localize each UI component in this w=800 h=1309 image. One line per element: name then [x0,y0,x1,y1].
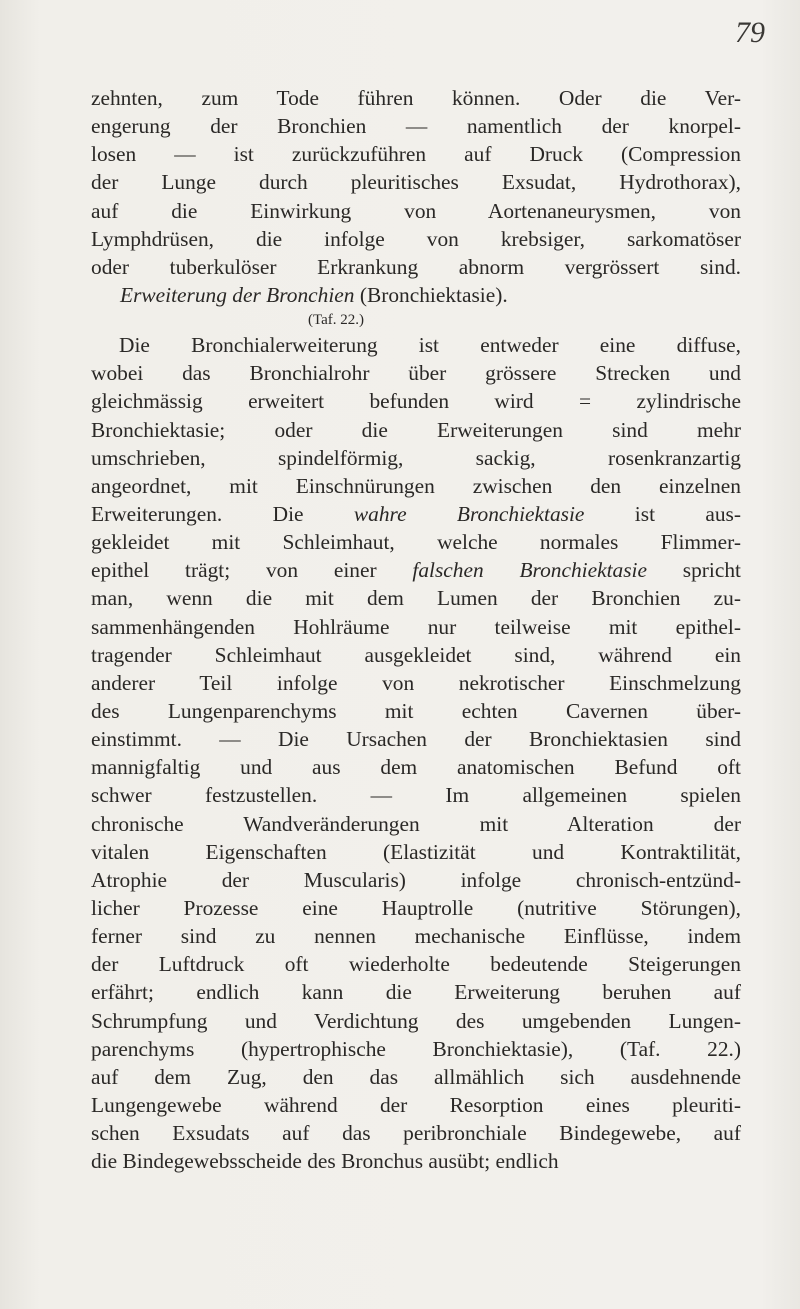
text-line: auf dem Zug, den das allmählich sich ausdehnende [91,1064,741,1089]
text-line: der Luftdruck oft wiederholte bedeutende Steigerungen [91,952,741,977]
italic-term: wahre Bronchiektasie [353,501,585,526]
text-line: mannigfaltig und aus dem anatomischen Befund oft [91,755,741,780]
text-line: ferner sind zu nennen mechanische Einflüsse, indem [91,924,741,949]
text-line: angeordnet, mit Einschnürungen zwischen den einzelnen [91,473,741,498]
text-run: spricht [646,558,742,583]
text-line: sammenhängenden Hohlräume nur teilweise mit epithel- [91,614,741,639]
text-line: Lymphdrüsen, die infolge von krebsiger, sarkomatöser [91,226,741,251]
plate-reference: (Taf. 22.) [308,312,365,329]
page-number: 79 [735,16,765,49]
text-line: schwer festzustellen. — Im allgemeinen spielen [91,783,741,808]
text-line: einstimmt. — Die Ursachen der Bronchiektasien sind [91,727,741,752]
text-line: chronische Wandveränderungen mit Alteration der [91,811,741,836]
text-line: anderer Teil infolge von nekrotischer Einschmelzung [91,670,741,695]
text-line: des Lungenparenchyms mit echten Cavernen über- [91,698,741,723]
text-line: licher Prozesse eine Hauptrolle (nutritive Störungen), [91,895,741,920]
text-run: epithel trägt; von einer [91,558,413,583]
section-heading-italic: Erweiterung der Bronchien [120,282,355,307]
text-line: oder tuberkulöser Erkrankung abnorm vergrössert sind. [91,254,741,279]
text-line: gekleidet mit Schleimhaut, welche normales Flimmer- [91,530,741,555]
text-line: gleichmässig erweitert befunden wird = zylindrische [91,389,741,414]
text-run: ist aus- [584,501,742,526]
text-line: vitalen Eigenschaften (Elastizität und Kontraktilität, [91,839,741,864]
text-line: parenchyms (hypertrophische Bronchiektasie), (Taf. 22.) [91,1036,741,1061]
text-line: umschrieben, spindelförmig, sackig, rosenkranzartig [91,445,741,470]
section-heading-rest: (Bronchiektasie). [354,282,508,307]
text-line: Die Bronchialerweiterung ist entweder eine diffuse, [119,333,741,358]
text-line: schen Exsudats auf das peribronchiale Bindegewebe, auf [91,1121,741,1146]
text-line: engerung der Bronchien — namentlich der knorpel- [91,114,741,139]
text-line: losen — ist zurückzuführen auf Druck (Compression [91,142,741,167]
text-line: wobei das Bronchialrohr über grössere Strecken und [91,361,741,386]
text-line [91,500,741,528]
body-text [91,84,741,1175]
text-run: Erweiterungen. Die [91,501,354,526]
text-line: Lungengewebe während der Resorption eines pleuriti- [91,1092,741,1117]
section-heading [91,281,741,309]
text-line: Schrumpfung und Verdichtung des umgebenden Lungen- [91,1008,741,1033]
italic-term: falschen Bronchiektasie [412,558,647,583]
text-line: erfährt; endlich kann die Erweiterung beruhen auf [91,980,741,1005]
text-line: auf die Einwirkung von Aortenaneurysmen, von [91,198,741,223]
text-line: zehnten, zum Tode führen können. Oder die Ver- [91,86,741,110]
text-line: tragender Schleimhaut ausgekleidet sind, während ein [91,642,741,667]
text-line: Bronchiektasie; oder die Erweiterungen sind mehr [91,417,741,442]
text-line: man, wenn die mit dem Lumen der Bronchien zu- [91,586,741,611]
text-line [91,556,741,584]
text-line: der Lunge durch pleuritisches Exsudat, Hydrothorax), [91,170,741,195]
text-line: die Bindegewebsscheide des Bronchus ausübt; endlich [91,1149,559,1174]
text-line: Atrophie der Muscularis) infolge chronisch-entzünd- [91,867,741,892]
